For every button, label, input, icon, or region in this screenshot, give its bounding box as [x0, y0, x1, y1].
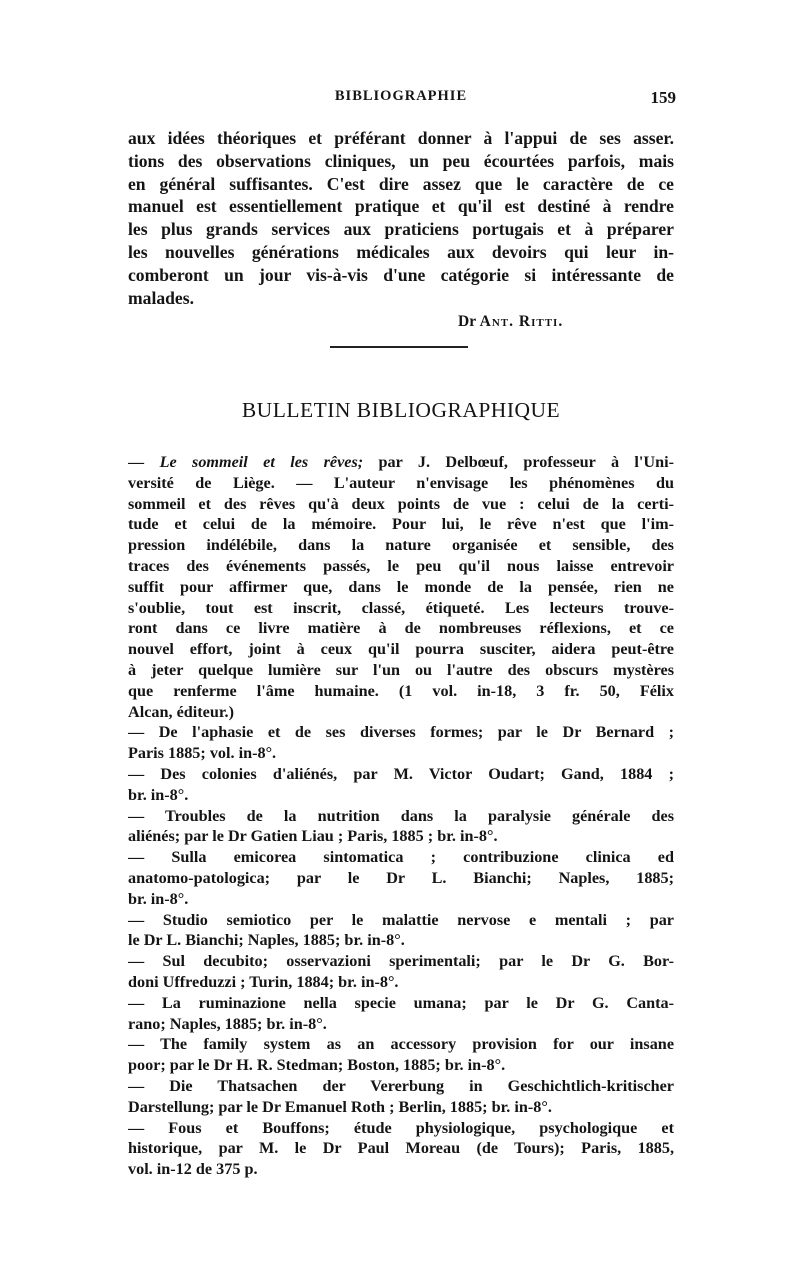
section-title: BULLETIN BIBLIOGRAPHIQUE: [241, 398, 561, 422]
entry-line: [128, 681, 674, 702]
entry-text: — Sulla emicorea sintomatica ; contribuzione clinica ed: [128, 848, 674, 867]
entry-line: [128, 452, 674, 473]
running-head: [126, 88, 676, 114]
entry-line: [128, 660, 674, 681]
paragraph-line: malades.: [128, 287, 194, 308]
entry-text: sommeil et des rêves qu'à deux points de vue : celui de la certi-: [128, 494, 674, 513]
entry-text: historique, par M. le Dr Paul Moreau (de Tours); Paris, 1885,: [128, 1139, 674, 1158]
paragraph-line: aux idées théoriques et préférant donner à l'appui de ses asser.: [128, 128, 674, 148]
entry-line: [128, 1055, 674, 1076]
entry-text: br. in-8°.: [128, 889, 189, 908]
entry-text: poor; par le Dr H. R. Stedman; Boston, 1885; br. in-8°.: [128, 1056, 506, 1075]
bibliography-entries: [128, 452, 674, 1180]
entry-text: que renferme l'âme humaine. (1 vol. in-18, 3 fr. 50, Félix: [128, 681, 674, 700]
entry-line: [128, 868, 674, 889]
entry-text: — Studio semiotico per le malattie nervose e mentali ; par: [128, 910, 674, 929]
entry-text: traces des événements passés, le peu qu'il nous laisse entrevoir: [128, 556, 674, 575]
paragraph-line: tions des observations cliniques, un peu écourtées parfois, mais: [128, 150, 674, 171]
signature-prefix: Dr: [458, 313, 480, 330]
entry-text: pression indélébile, dans la nature organisée et sensible, des: [128, 536, 674, 555]
entry-line: [128, 1034, 674, 1055]
entry-line: [128, 764, 674, 785]
entry-line: [128, 1159, 674, 1180]
review-signature: [458, 313, 618, 331]
entry-line: [128, 743, 674, 764]
paragraph-line: en général suffisantes. C'est dire assez que le caractère de ce: [128, 173, 674, 194]
entry-text: — Sul decubito; osservazioni sperimentali; par le Dr G. Bor-: [128, 952, 674, 971]
entry-line: [128, 1076, 674, 1097]
entry-line: [128, 535, 674, 556]
entry-text: — De l'aphasie et de ses diverses formes; par le Dr Bernard ;: [128, 723, 674, 742]
entry-text: Darstellung; par le Dr Emanuel Roth ; Berlin, 1885; br. in-8°.: [128, 1097, 552, 1116]
lead-paragraph: [128, 127, 674, 309]
section-divider: [330, 346, 468, 348]
entry-line: [128, 1118, 674, 1139]
entry-text: aliénés; par le Dr Gatien Liau ; Paris, 1885 ; br. in-8°.: [128, 827, 498, 846]
entry-line: [128, 514, 674, 535]
entry-text: — Des colonies d'aliénés, par M. Victor Oudart; Gand, 1884 ;: [128, 764, 674, 783]
paragraph-line: comberont un jour vis-à-vis d'une catégorie si intéressante de: [128, 264, 674, 285]
entry-text: vol. in-12 de 375 p.: [128, 1160, 258, 1179]
entry-line: [128, 785, 674, 806]
entry-text: par J. Delbœuf, professeur à l'Uni-: [363, 453, 674, 471]
entry-text: — Fous et Bouffons; étude physiologique, psychologique et: [128, 1118, 674, 1137]
entry-line: [128, 556, 674, 577]
entry-line: [128, 1097, 674, 1118]
entry-text: doni Uffreduzzi ; Turin, 1884; br. in-8°.: [128, 972, 399, 991]
entry-text: rano; Naples, 1885; br. in-8°.: [128, 1014, 327, 1033]
entry-line: [128, 702, 674, 723]
paragraph-line: manuel est essentiellement pratique et qu'il est destiné à rendre: [128, 196, 674, 217]
entry-text: Alcan, éditeur.): [128, 702, 234, 721]
entry-line: [128, 1138, 674, 1159]
entry-line: [128, 722, 674, 743]
entry-line: [128, 598, 674, 619]
entry-line: [128, 577, 674, 598]
entry-line: [128, 473, 674, 494]
entry-line: [128, 494, 674, 515]
entry-text: br. in-8°.: [128, 785, 189, 804]
entry-line: [128, 993, 674, 1014]
entry-line: [128, 910, 674, 931]
entry-text: anatomo-patologica; par le Dr L. Bianchi; Naples, 1885;: [128, 868, 674, 887]
entry-text: s'oublie, tout est inscrit, classé, étiqueté. Les lecteurs trouve-: [128, 598, 674, 617]
entry-line: [128, 930, 674, 951]
entry-title: — Le sommeil et les rêves;: [128, 453, 364, 471]
entry-line: [128, 847, 674, 868]
entry-line: [128, 951, 674, 972]
entry-text: suffit pour affirmer que, dans le monde de la pensée, rien ne: [128, 577, 674, 596]
entry-text: — Troubles de la nutrition dans la paralysie générale des: [128, 806, 674, 825]
paragraph-line: les nouvelles générations médicales aux devoirs qui leur in-: [128, 241, 674, 262]
running-title: BIBLIOGRAPHIE: [334, 88, 468, 104]
entry-text: à jeter quelque lumière sur l'un ou l'autre des obscurs mystères: [128, 660, 674, 679]
entry-line: [128, 806, 674, 827]
entry-text: — Die Thatsachen der Vererbung in Geschichtlich-kritischer: [128, 1076, 674, 1095]
entry-text: ront dans ce livre matière à de nombreuses réflexions, et ce: [128, 619, 674, 638]
paragraph-line: les plus grands services aux praticiens portugais et à préparer: [128, 219, 674, 240]
entry-text: — The family system as an accessory provision for our insane: [128, 1035, 674, 1054]
entry-line: [128, 972, 674, 993]
entry-text: versité de Liège. — L'auteur n'envisage les phénomènes du: [128, 473, 674, 492]
page-number: 159: [650, 88, 676, 107]
entry-text: tude et celui de la mémoire. Pour lui, le rêve n'est que l'im-: [128, 515, 674, 534]
entry-line: [128, 826, 674, 847]
entry-line: [128, 1014, 674, 1035]
entry-line: [128, 639, 674, 660]
entry-text: Paris 1885; vol. in-8°.: [128, 744, 277, 763]
entry-line: [128, 889, 674, 910]
entry-text: nouvel effort, joint à ceux qu'il pourra susciter, aidera peut-être: [128, 640, 674, 659]
entry-text: — La ruminazione nella specie umana; par le Dr G. Canta-: [128, 993, 674, 1012]
entry-line: [128, 618, 674, 639]
signature-name: Ant. Ritti.: [479, 313, 564, 330]
entry-text: le Dr L. Bianchi; Naples, 1885; br. in-8°.: [128, 931, 405, 950]
